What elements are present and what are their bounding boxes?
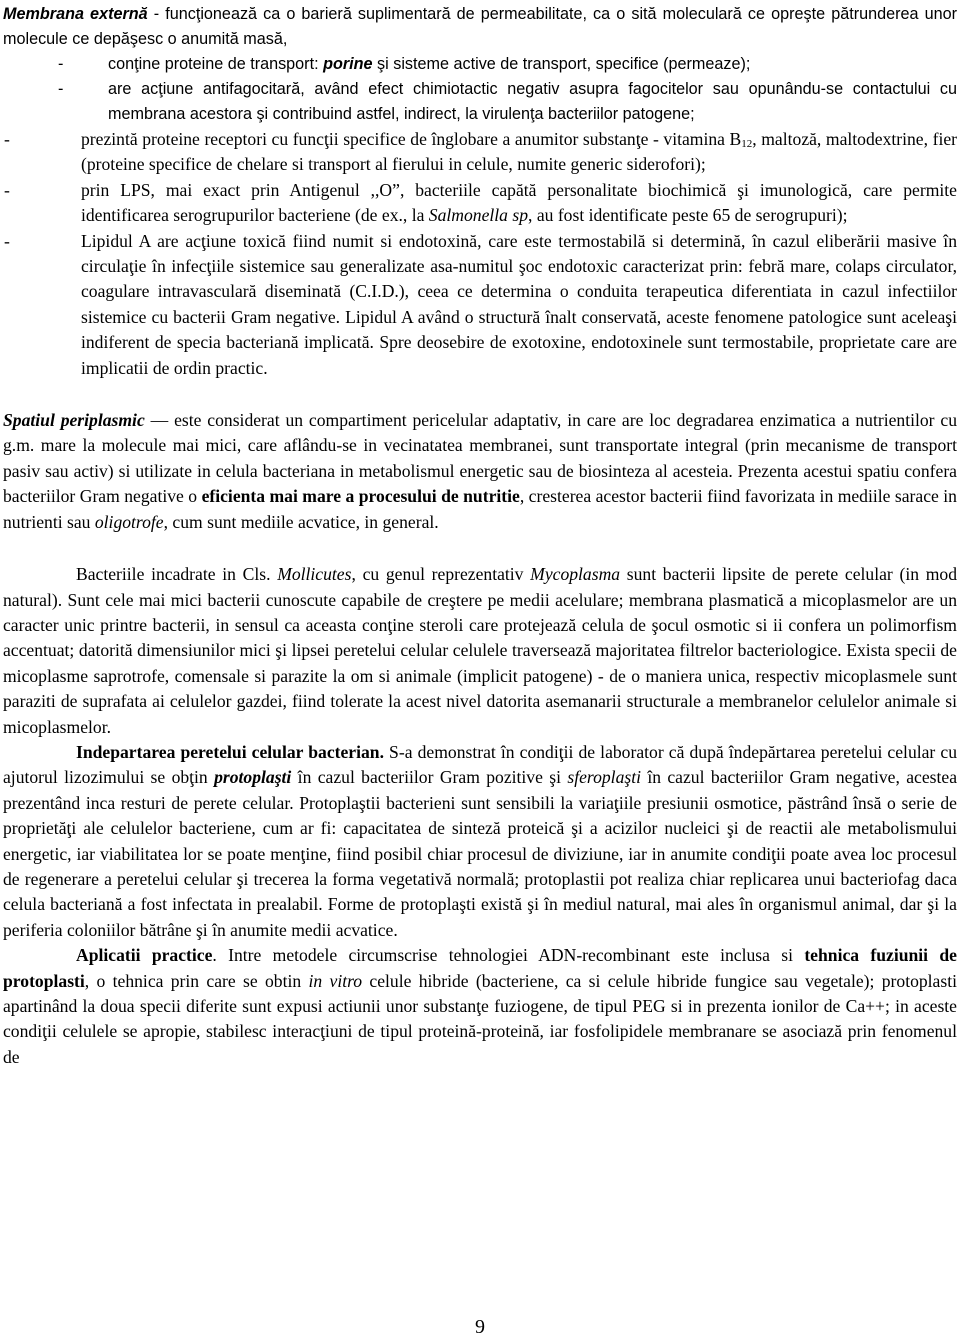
bold-phrase: tehnica fuziunii de protoplasti (3, 945, 957, 991)
outer-membrane-paragraph (3, 2, 957, 52)
bullet-text: , maltoză, maltodextrine, fier (proteine specifice de chelare si transport al fierului in celule, numite generic siderofori); (81, 129, 957, 175)
paragraph-text: , cresterea acestor bacterii fiind favorizata in mediile sarace in nutrienti sau (3, 486, 957, 532)
salmonella-term: Salmonella sp (428, 205, 529, 226)
paragraph-text: , cu genul reprezentativ (351, 564, 531, 585)
bullet-dash: - (58, 55, 64, 73)
applications-paragraph (3, 943, 957, 1070)
bullet-dash: - (4, 230, 10, 251)
paragraph-text: , cum sunt mediile acvatice, in general. (163, 511, 439, 532)
italic-term: Mollicutes (277, 564, 352, 585)
section-heading: Indepartarea peretelui celular bacterian. (76, 741, 384, 762)
paragraph-text: , o tehnica prin care se obtin (84, 970, 309, 991)
paragraph-text: în cazul bacteriilor Gram negative, acestea prezentând inca resturi de perete celular. Protoplaştii bacterieni sunt sensibili la variaţiile presiunii osmotice, păstrând însă o serie de proprietăţi ale celulelor bacteriene, cum ar fi: capacitatea de sinteză proteică şi a acizilor nucleici şi de reactii ale metabolismului energetic, iar viabilitatea lor se poate menţine, fiind posibil chiar procesul de diviziune, iar in anumite condiţii poate avea loc procesul de regenerare a peretelui celular şi trecerea la forma vegetativă normală; protoplastii pot realiza chiar replicarea unui bacteriofag daca celula bacteriană a fost infectata in prealabil. Forme de protoplaşti există şi în mediul natural, mai ales în organismul animal, dar şi la periferia coloniilor bătrâne şi în anumite medii acvatice. (3, 767, 958, 940)
bullet-dash: - (4, 129, 10, 149)
paragraph-text: . Intre metodele circumscrise tehnologiei ADN-recombinant este inclusa si (212, 945, 805, 966)
bullet-text: conţine proteine de transport: (108, 55, 324, 73)
subscript: 12 (741, 138, 753, 150)
bullet-item (3, 77, 957, 127)
bullet-text: Lipidul A are acţiune toxică fiind numit si endotoxină, care este termostabilă si determină, în cazul eliberării masive în circulaţie în infecţiile sistemice sau generalizate asa-numitul şoc endotoxic caracterizat prin: febră mare, colaps circulator, coagulare intravasculară diseminată (C.I.D.), ceea ce determina o conduita terapeutica diferentiata in cazul infectiilor sistemice cu bacterii Gram negative. Lipidul A având o structură înalt conservată, aceste fenomene patologice sunt aceleaşi indiferent de specia bacteriană implicată. Spre deosebire de exotoxine, endotoxinele sunt termostabile, proprietate care are implicatii de ordin practic. (81, 230, 957, 378)
porine-term: porine (323, 55, 373, 73)
bullet-text: şi sisteme active de transport, specifice (permeaze); (372, 55, 751, 73)
bullet-text: , au fost identificate peste 65 de serogrupuri); (528, 205, 848, 226)
page-number: 9 (475, 1316, 485, 1338)
paragraph-text: celule hibride (bacteriene, ca si celule hibride fungice sau vegetale); protoplasti apartinând la doua specii diferite sunt expusi actiunii unor substanţe fuziogene, de tipul PEG si in prezenta ionilor de Ca++; in aceste condiţii celulele se apropie, stabilesc interacţiuni de tipul proteină-proteină, iar fosfolipidele membranare se asociază prin fenomenul de (3, 970, 957, 1067)
paragraph-text: sunt bacterii lipsite de perete celular (in mod natural). Sunt cele mai mici bacterii cunoscute capabile de creştere pe medii acelulare; membrana plasmatică a micoplasmelor are un caracter unic printre bacterii, in sensul ca aceasta conţine steroli care protejează celula de şocul osmotic si ii confera un polimorfism accentuat; datorită dimensiunilor mici şi lipsei peretelui celular celulele traversează majoritatea filtrelor bacteriologice. Exista specii de micoplasme saprotrofe, comensale si parazite la om si animale (implicit patogene) - de o maniera unica, respectiv micoplasmele sunt paraziti de suprafata ai celulelor gazdei, fiind tolerate la acest nivel datorita asemanarii structurale a membranelor celulelor animale si micoplasmelor. (3, 564, 957, 737)
periplasm-label: Spatiul periplasmic (3, 410, 145, 431)
bullet-text: are acţiune antifagocitară, având efect chimiotactic negativ asupra fagocitelor sau opunându-se contactului cu membrana acestora şi contribuind astfel, indirect, la virulenţa bacteriilor patogene; (108, 80, 957, 123)
italic-term: in vitro (308, 970, 363, 991)
paragraph-text: în cazul bacteriilor Gram pozitive şi (291, 767, 568, 788)
bullet-text: prin LPS, mai exact prin Antigenul ,,O”, bacteriile capătă personalitate biochimică şi imunologică, care permite identificarea serogrupurilor bacteriene (de ex., la (81, 179, 957, 226)
protoplasti-term: protoplaşti (214, 767, 292, 788)
section-heading: Aplicatii practice (76, 945, 213, 966)
periplasm-paragraph (3, 408, 957, 535)
outer-membrane-text: - funcţionează ca o barieră suplimentară de permeabilitate, ca o sită moleculară ce opreşte pătrunderea unor molecule ce depăşesc o anumită masă, (3, 5, 957, 48)
outer-membrane-label: Membrana externă (3, 5, 148, 23)
bold-phrase: eficienta mai mare a procesului de nutritie (201, 486, 520, 507)
bullet-item (3, 178, 957, 229)
bullet-dash: - (58, 80, 64, 98)
italic-term: oligotrofe (94, 511, 164, 532)
italic-term: Mycoplasma (530, 564, 621, 585)
bullet-item (3, 52, 957, 77)
bullet-item (3, 229, 957, 381)
paragraph-text: Bacteriile incadrate in Cls. (76, 564, 278, 585)
mollicutes-paragraph (3, 562, 957, 740)
bullet-item (3, 127, 957, 178)
bullet-text: prezintă proteine receptori cu funcţii specifice de înglobare a anumitor substanţe - vitamina B (81, 129, 742, 149)
sferoplasti-term: sferoplaşti (567, 767, 641, 788)
paragraph-text: S-a demonstrat în condiţii de laborator că după îndepărtarea peretelui celular cu ajutorul lizozimului se obţin (3, 741, 957, 788)
paragraph-text: — este considerat un compartiment pericelular adaptativ, in care are loc degradarea enzimatica a nutrientilor cu g.m. mare la molecule mai mici, care aflându-se in vecinatatea membranei, sunt transportate integral (prin mecanisme de transport pasiv sau activ) si utilizate in celula bacteriana in metabolismul energetic sau de biosinteza al acesteia. Prezenta acestui spatiu confera bacteriilor Gram negative o (3, 410, 957, 507)
bullet-dash: - (4, 179, 10, 200)
wall-removal-paragraph (3, 740, 957, 943)
